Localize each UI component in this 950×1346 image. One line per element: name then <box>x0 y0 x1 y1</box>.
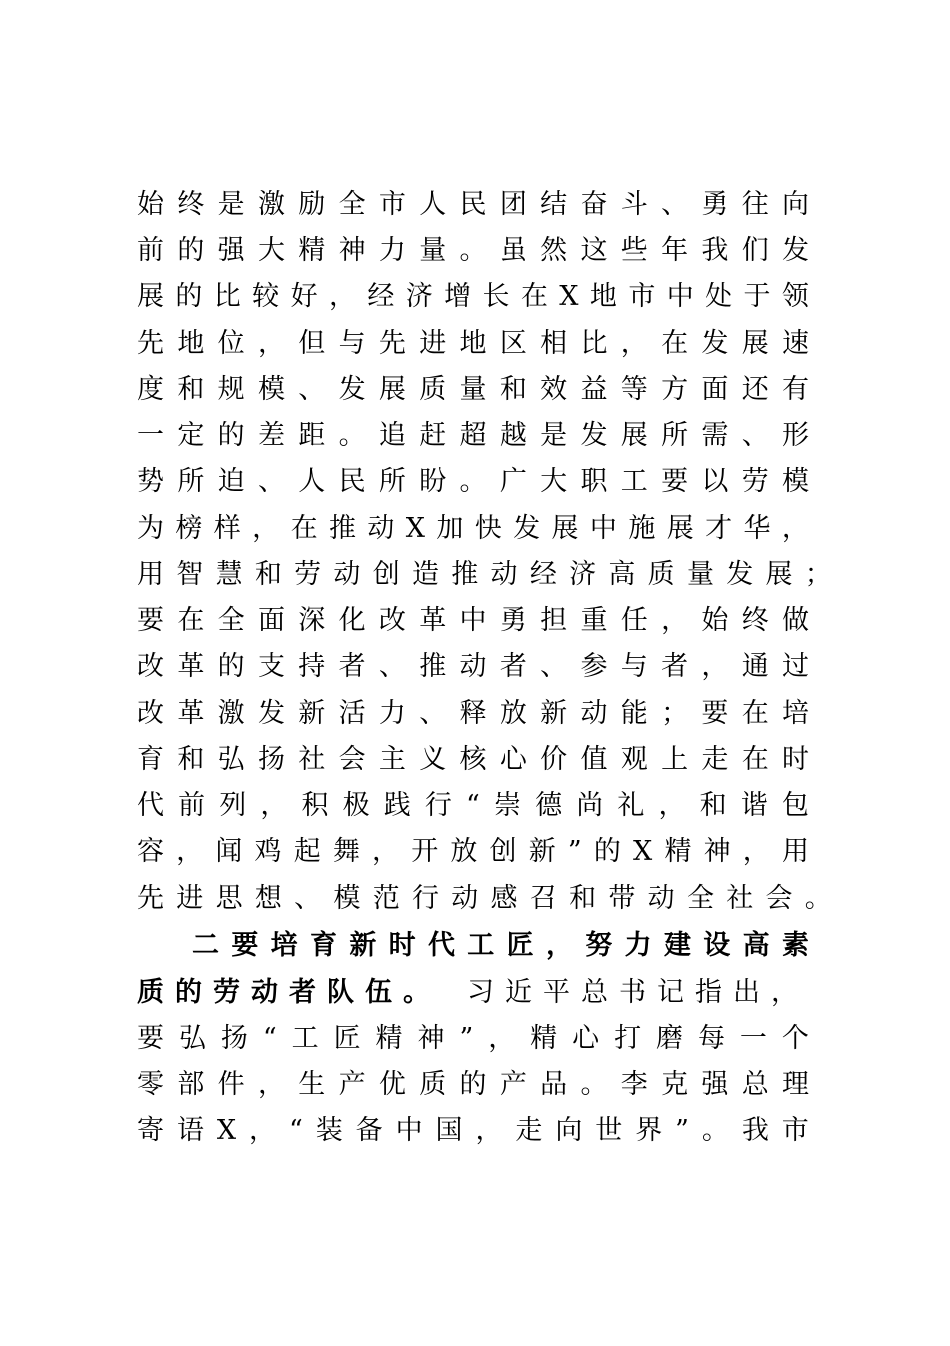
text-line: 代 前 列 ， 积 极 践 行 “ 崇 德 尚 礼 ， 和 谐 包 <box>137 790 809 821</box>
section-heading-end: 质的劳动者队伍。 <box>137 977 441 1008</box>
text-line: 度 和 规 模 、 发 展 质 量 和 效 益 等 方 面 还 有 <box>137 374 809 405</box>
text-line: 容 ， 闻 鸡 起 舞 ， 开 放 创 新 ” 的 X 精 神 ， 用 <box>137 836 809 867</box>
text-line <box>137 973 809 1013</box>
text-line: 前 的 强 大 精 神 力 量 。 虽 然 这 些 年 我 们 发 <box>137 235 809 266</box>
text-line: 要 在 全 面 深 化 改 革 中 勇 担 重 任 ， 始 终 做 <box>137 605 809 636</box>
text-line: 改 革 的 支 持 者 、 推 动 者 、 参 与 者 ， 通 过 <box>137 651 809 682</box>
text-segment: 习近平总书记指出， <box>467 977 809 1008</box>
text-line: 用 智 慧 和 劳 动 创 造 推 动 经 济 高 质 量 发 展 ； <box>137 559 832 590</box>
text-line: 展 的 比 较 好 ， 经 济 增 长 在 X 地 市 中 处 于 领 <box>137 281 809 312</box>
text-line: 寄 语 X ， “ 装 备 中 国 ， 走 向 世 界 ” 。 我 市 <box>137 1115 809 1146</box>
text-line: 先 地 位 ， 但 与 先 进 地 区 相 比 ， 在 发 展 速 <box>137 328 809 359</box>
text-line: 势 所 迫 、 人 民 所 盼 。 广 大 职 工 要 以 劳 模 <box>137 466 809 497</box>
text-line: 零 部 件 ， 生 产 优 质 的 产 品 。 李 克 强 总 理 <box>137 1069 809 1100</box>
text-line: 要 弘 扬 “ 工 匠 精 神 ” ， 精 心 打 磨 每 一 个 <box>137 1023 809 1054</box>
text-line: 一 定 的 差 距 。 追 赶 超 越 是 发 展 所 需 、 形 <box>137 420 809 451</box>
text-line: 为 榜 样 ， 在 推 动 X 加 快 发 展 中 施 展 才 华 ， <box>137 513 809 544</box>
text-line: 始 终 是 激 励 全 市 人 民 团 结 奋 斗 、 勇 往 向 <box>137 189 809 220</box>
section-heading-line: 二 要 培 育 新 时 代 工 匠 ， 努 力 建 设 高 素 <box>192 930 809 961</box>
text-line: 育 和 弘 扬 社 会 主 义 核 心 价 值 观 上 走 在 时 <box>137 744 809 775</box>
text-line: 先 进 思 想 、 模 范 行 动 感 召 和 带 动 全 社 会 。 <box>137 883 832 914</box>
text-line: 改 革 激 发 新 活 力 、 释 放 新 动 能 ； 要 在 培 <box>137 698 809 729</box>
